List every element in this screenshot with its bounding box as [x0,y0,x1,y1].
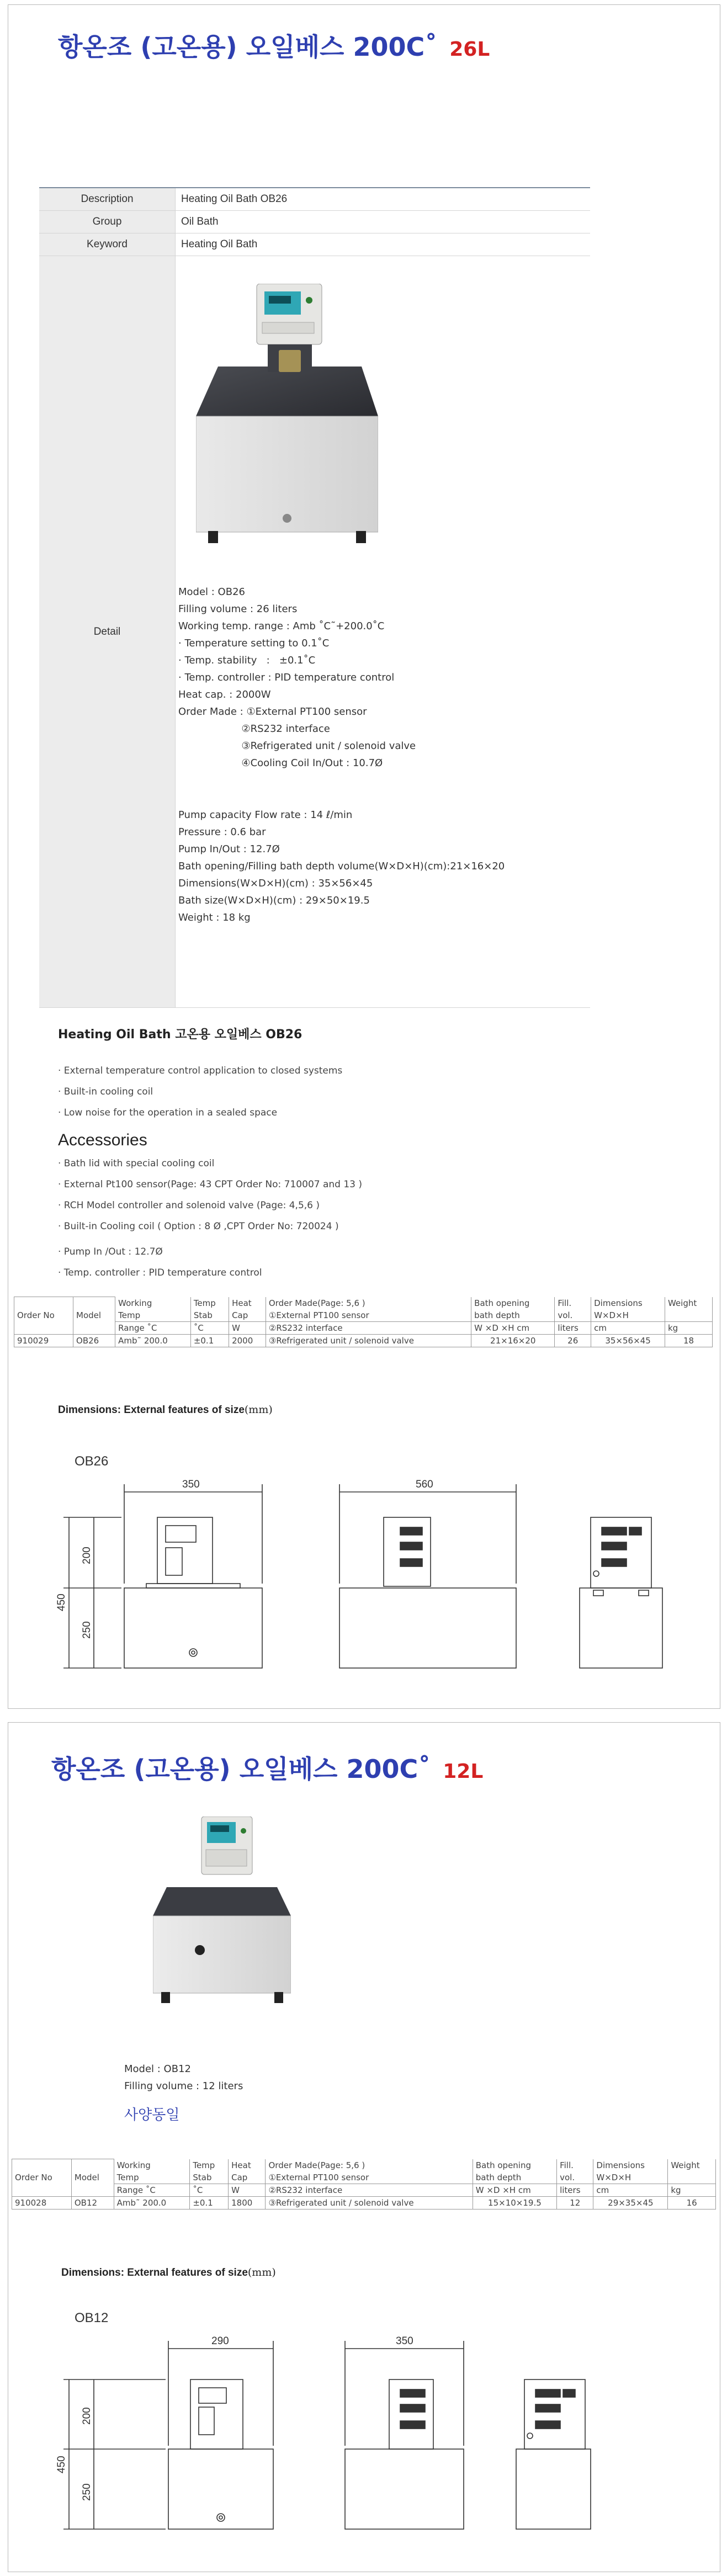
drawing-depth-label: 350 [396,2335,413,2347]
order-head-cell: W×D×H [593,2171,668,2184]
spec-line: Working temp. range : Amb ˚C˜+200.0˚C [178,620,385,632]
order-head-cell: cm [591,1321,665,1334]
order-head-cell: ②RS232 interface [266,1321,471,1334]
order-head-cell: Temp [114,2171,190,2184]
table-row [14,1334,713,1347]
order-cell: OB26 [73,1334,115,1347]
accessory-item: · RCH Model controller and solenoid valve (Page: 4,5,6 ) [58,1200,320,1211]
order-head-cell: Range ˚C [115,1321,191,1334]
order-head-cell: Weight [668,2159,716,2171]
order-head-cell: Heat [229,2159,266,2171]
drawing-height-total: 450 [56,1594,67,1611]
spec-line: Bath opening/Filling bath depth volume(W×D×H)(cm):21×16×20 [178,861,505,872]
info-key: Group [39,211,176,233]
order-head-cell: ˚C [190,2184,229,2196]
order-head-cell: Model [71,2159,114,2197]
product-panel-ob12 [8,1722,720,2572]
order-cell: ±0.1 [190,2196,229,2209]
spec-line: Pump In/Out : 12.7Ø [178,843,280,855]
spec-line: Model : OB12 [124,2063,191,2075]
order-head-cell: liters [555,1321,591,1334]
order-cell: 12 [557,2196,593,2209]
spec-line: · Temp. controller : PID temperature control [178,672,395,683]
order-head-cell [665,1309,712,1322]
order-cell: 35×56×45 [591,1334,665,1347]
feature-item: · External temperature control application to closed systems [58,1065,343,1076]
title-text: 항온조 (고온용) 오일베스 200C˚ [58,32,438,62]
capacity-badge: 26L [449,38,490,61]
info-value: Heating Oil Bath [176,233,591,256]
spec-line: Model : OB26 [178,586,245,598]
capacity-badge: 12L [443,1760,484,1783]
order-head-cell: ②RS232 interface [266,2184,473,2196]
spec-line: ④Cooling Coil In/Out : 10.7Ø [178,757,383,769]
info-key: Description [39,188,176,211]
order-head-cell: Stab [190,1309,229,1322]
accessory-item: · Bath lid with special cooling coil [58,1158,215,1169]
accessory-item: · External Pt100 sensor(Page: 43 CPT Order No: 710007 and 13 ) [58,1179,363,1190]
section-heading: Heating Oil Bath 고온용 오일베스 OB26 [58,1028,303,1042]
order-head-cell: W ×D ×H cm [471,1321,555,1334]
dimensions-unit: (mm) [247,2266,276,2278]
order-cell: Amb˜ 200.0 [114,2196,190,2209]
spec-block [178,583,416,772]
order-cell: 2000 [229,1334,266,1347]
order-head-cell: bath depth [471,1309,555,1322]
order-head-cell: W×D×H [591,1309,665,1322]
dimensions-label-text: Dimensions: External features of size [61,2267,248,2278]
spec-line: · Temp. stability : ±0.1˚C [178,655,316,666]
product-title [58,27,490,63]
drawing-depth-label: 560 [416,1479,433,1490]
order-head-cell: kg [665,1321,712,1334]
order-cell: ③Refrigerated unit / solenoid valve [266,1334,471,1347]
dimensions-label [61,2266,276,2279]
spec-line: Dimensions(W×D×H)(cm) : 35×56×45 [178,878,373,889]
dimension-drawing-ob12 [52,2297,604,2545]
info-value: Heating Oil Bath OB26 [176,188,591,211]
order-head-cell: vol. [557,2171,593,2184]
oil-bath-photo-ob12 [153,1817,291,2010]
accessory-item: · Pump In /Out : 12.7Ø [58,1246,163,1257]
order-head-cell: ˚C [190,1321,229,1334]
drawing-height-bottom: 250 [81,1621,93,1639]
order-table [14,1297,713,1347]
order-head-cell: Order No [14,1297,73,1335]
spec-line: Pump capacity Flow rate : 14 ℓ/min [178,809,353,821]
order-head-cell: Dimensions [591,1297,665,1309]
drawing-model-label: OB26 [75,1454,109,1469]
spec-line: Heat cap. : 2000W [178,689,271,700]
order-head-cell: ①External PT100 sensor [266,2171,473,2184]
feature-item: · Built-in cooling coil [58,1086,153,1097]
order-head-cell: Cap [229,1309,266,1322]
accessory-item: · Temp. controller : PID temperature control [58,1267,262,1278]
title-text: 항온조 (고온용) 오일베스 200C˚ [51,1754,431,1784]
info-value: Oil Bath [176,211,591,233]
order-head-cell: Temp [190,2159,229,2171]
dimensions-label-text: Dimensions: External features of size [58,1404,245,1416]
feature-item: · Low noise for the operation in a sealed space [58,1107,278,1118]
order-head-cell: Bath opening [473,2159,556,2171]
order-cell: 21×16×20 [471,1334,555,1347]
spec-block-2 [178,806,505,926]
order-head-cell: Cap [229,2171,266,2184]
order-head-cell: cm [593,2184,668,2196]
drawing-height-top: 200 [81,1547,93,1564]
order-cell: 18 [665,1334,712,1347]
order-cell: ±0.1 [190,1334,229,1347]
order-cell: 910028 [12,2196,72,2209]
spec-line: Pressure : 0.6 bar [178,826,266,838]
order-cell: OB12 [71,2196,114,2209]
spec-line: ②RS232 interface [178,723,330,735]
order-cell: Amb˜ 200.0 [115,1334,191,1347]
spec-line: Order Made : ①External PT100 sensor [178,706,367,718]
info-key: Keyword [39,233,176,256]
same-spec-note: 사양동일 [124,2107,180,2123]
dimension-drawing-ob26 [52,1446,671,1677]
order-head-cell: Working [114,2159,190,2171]
order-head-cell: W [229,2184,266,2196]
order-head-cell: Order Made(Page: 5,6 ) [266,2159,473,2171]
order-head-cell: Stab [190,2171,229,2184]
spec-line: Filling volume : 26 liters [178,603,298,615]
drawing-width-label: 290 [211,2335,229,2347]
order-head-cell: Dimensions [593,2159,668,2171]
order-head-cell: W [229,1321,266,1334]
order-head-cell [668,2171,716,2184]
table-row [12,2196,716,2209]
order-head-cell: Weight [665,1297,712,1309]
order-cell: 1800 [229,2196,266,2209]
drawing-height-bottom: 250 [81,2483,93,2501]
order-cell: ③Refrigerated unit / solenoid valve [266,2196,473,2209]
order-head-cell: Temp [190,1297,229,1309]
order-head-cell: ①External PT100 sensor [266,1309,471,1322]
drawing-width-label: 350 [182,1479,200,1490]
spec-line: Weight : 18 kg [178,912,251,923]
order-head-cell: vol. [555,1309,591,1322]
spec-line: ③Refrigerated unit / solenoid valve [178,740,416,752]
order-table [12,2159,716,2209]
order-head-cell: Temp [115,1309,191,1322]
spec-line: · Temperature setting to 0.1˚C [178,638,330,649]
drawing-height-top: 200 [81,2407,93,2425]
product-title [51,1749,483,1786]
order-head-cell: Fill. [557,2159,593,2171]
oil-bath-photo-ob26 [196,284,378,549]
spec-line: Filling volume : 12 liters [124,2080,243,2092]
accessories-list [58,1153,362,1283]
product-panel-ob26 [8,4,720,1709]
spec-line: Bath size(W×D×H)(cm) : 29×50×19.5 [178,895,370,906]
dimensions-label [58,1404,273,1416]
order-head-cell: Order Made(Page: 5,6 ) [266,1297,471,1309]
feature-list [58,1060,342,1123]
order-head-cell: Heat [229,1297,266,1309]
order-cell: 29×35×45 [593,2196,668,2209]
dimensions-unit: (mm) [244,1404,273,1416]
order-head-cell: Fill. [555,1297,591,1309]
drawing-model-label: OB12 [75,2311,109,2325]
order-head-cell: bath depth [473,2171,556,2184]
order-head-cell: W ×D ×H cm [473,2184,556,2196]
order-cell: 15×10×19.5 [473,2196,556,2209]
order-cell: 26 [555,1334,591,1347]
order-head-cell: liters [557,2184,593,2196]
drawing-height-total: 450 [56,2456,67,2473]
order-cell: 16 [668,2196,716,2209]
order-head-cell: Bath opening [471,1297,555,1309]
spec-block [124,2060,243,2095]
order-head-cell: Range ˚C [114,2184,190,2196]
order-head-cell: Order No [12,2159,72,2197]
accessories-heading: Accessories [58,1131,147,1149]
order-head-cell: kg [668,2184,716,2196]
info-key: Detail [39,256,176,1008]
order-cell: 910029 [14,1334,73,1347]
accessory-item: · Built-in Cooling coil ( Option : 8 Ø ,CPT Order No: 720024 ) [58,1221,339,1232]
order-head-cell: Model [73,1297,115,1335]
order-head-cell: Working [115,1297,191,1309]
